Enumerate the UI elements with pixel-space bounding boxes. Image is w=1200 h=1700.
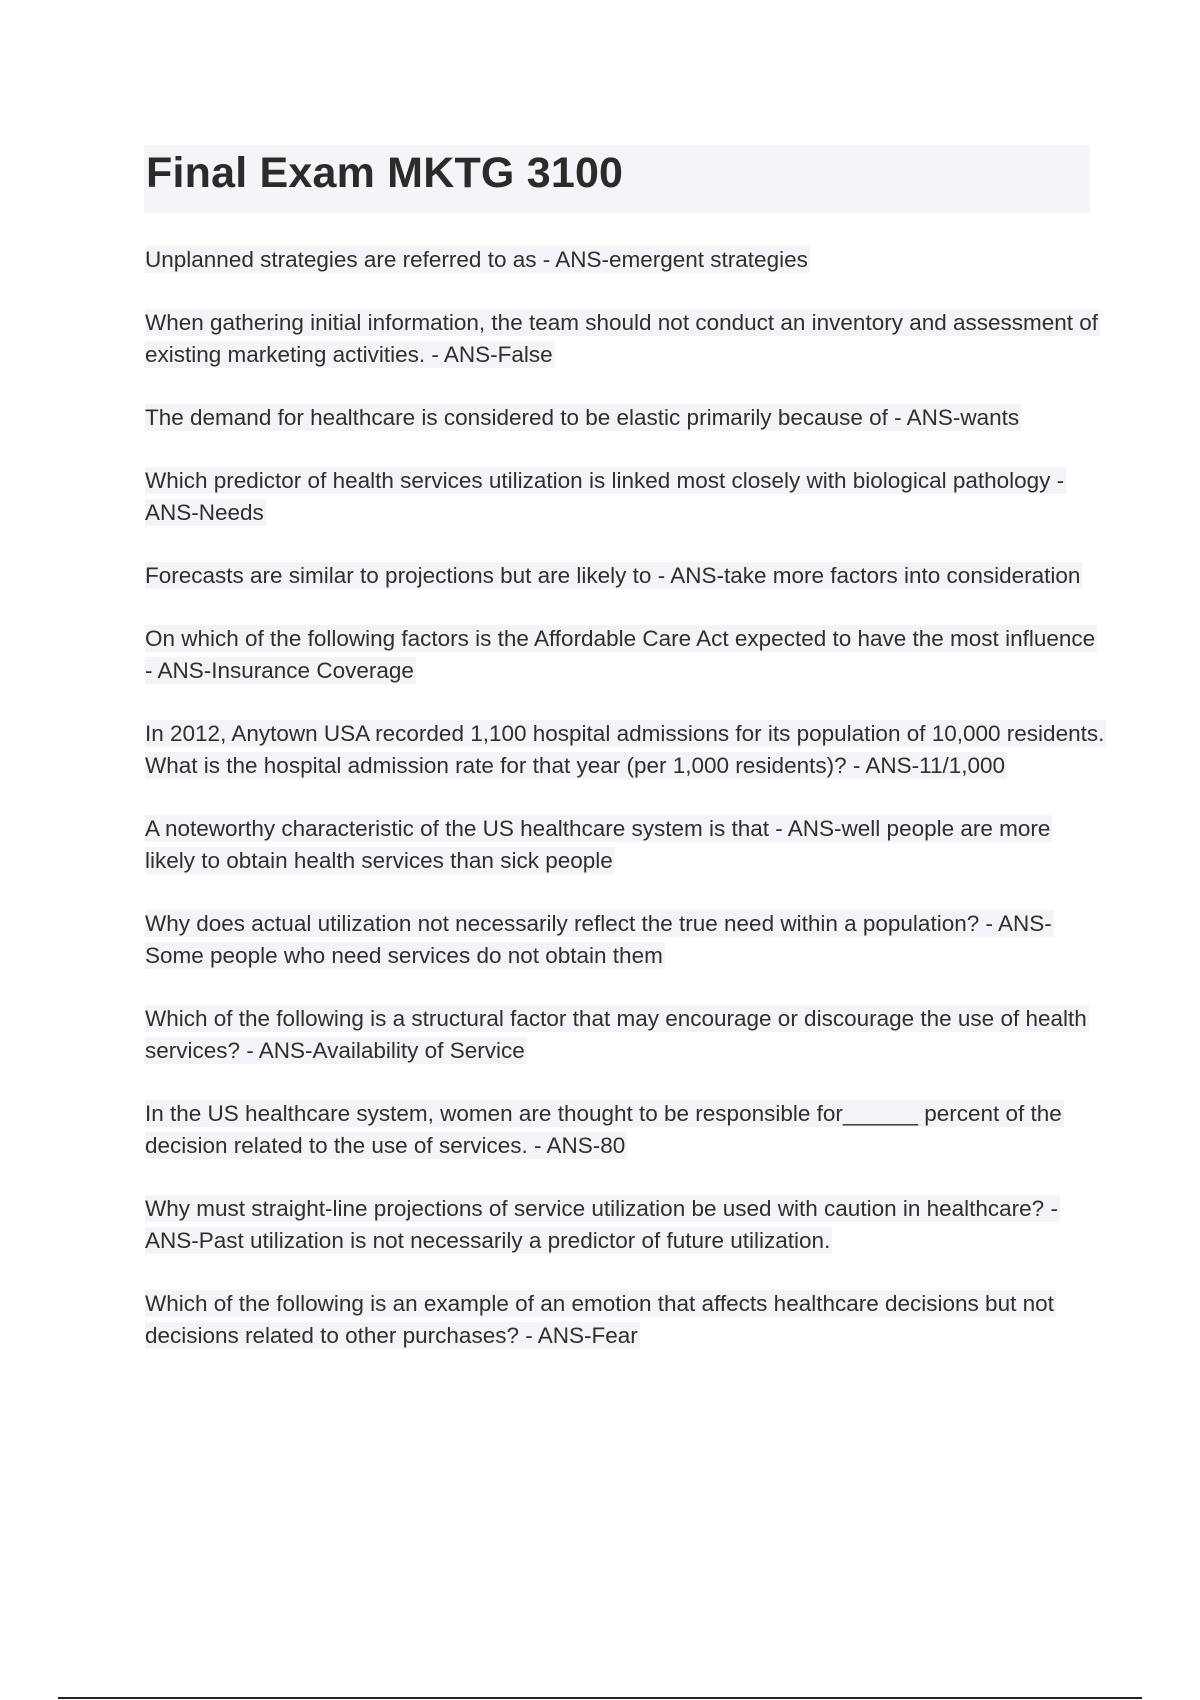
qa-text: On which of the following factors is the Affordable Care Act expected to have the most influence - ANS-Insurance Coverage — [145, 626, 1096, 683]
footer-divider — [58, 1697, 1142, 1699]
qa-text: In the US healthcare system, women are thought to be responsible for______ percent of the decision related to the use of services. - ANS-80 — [145, 1101, 1062, 1158]
qa-text: Unplanned strategies are referred to as - ANS-emergent strategies — [145, 247, 808, 272]
qa-item-2 — [145, 307, 1105, 371]
qa-item-7 — [145, 718, 1105, 782]
qa-item-11 — [145, 1098, 1105, 1162]
qa-text: Why does actual utilization not necessarily reflect the true need within a population? - ANS-Some people who need services do not obtain them — [145, 911, 1052, 968]
qa-item-8 — [145, 813, 1105, 877]
qa-item-6 — [145, 623, 1105, 687]
qa-item-13 — [145, 1288, 1105, 1352]
document-title: Final Exam MKTG 3100 — [146, 149, 624, 197]
qa-item-4 — [145, 465, 1105, 529]
qa-text: In 2012, Anytown USA recorded 1,100 hospital admissions for its population of 10,000 residents. What is the hospital admission rate for that year (per 1,000 residents)? - ANS-11/1,000 — [145, 721, 1105, 778]
qa-text: Forecasts are similar to projections but are likely to - ANS-take more factors into consideration — [145, 563, 1081, 588]
qa-text: Why must straight-line projections of service utilization be used with caution in healthcare? - ANS-Past utilization is not necessarily a predictor of future utilization. — [145, 1196, 1058, 1253]
qa-item-3 — [145, 402, 1105, 434]
qa-item-5 — [145, 560, 1105, 592]
qa-item-9 — [145, 908, 1105, 972]
qa-text: When gathering initial information, the team should not conduct an inventory and assessment of existing marketing activities. - ANS-False — [145, 310, 1099, 367]
qa-text: The demand for healthcare is considered to be elastic primarily because of - ANS-wants — [145, 405, 1020, 430]
qa-item-10 — [145, 1003, 1105, 1067]
qa-item-1 — [145, 244, 1105, 276]
qa-text: Which of the following is a structural factor that may encourage or discourage the use of health services? - ANS-Availability of Service — [145, 1006, 1087, 1063]
qa-text: Which of the following is an example of an emotion that affects healthcare decisions but not decisions related to other purchases? - ANS-Fear — [145, 1291, 1054, 1348]
question-answer-list — [145, 244, 1105, 1383]
qa-item-12 — [145, 1193, 1105, 1257]
qa-text: Which predictor of health services utilization is linked most closely with biological pathology - ANS-Needs — [145, 468, 1065, 525]
qa-text: A noteworthy characteristic of the US healthcare system is that - ANS-well people are more likely to obtain health services than sick people — [145, 816, 1051, 873]
